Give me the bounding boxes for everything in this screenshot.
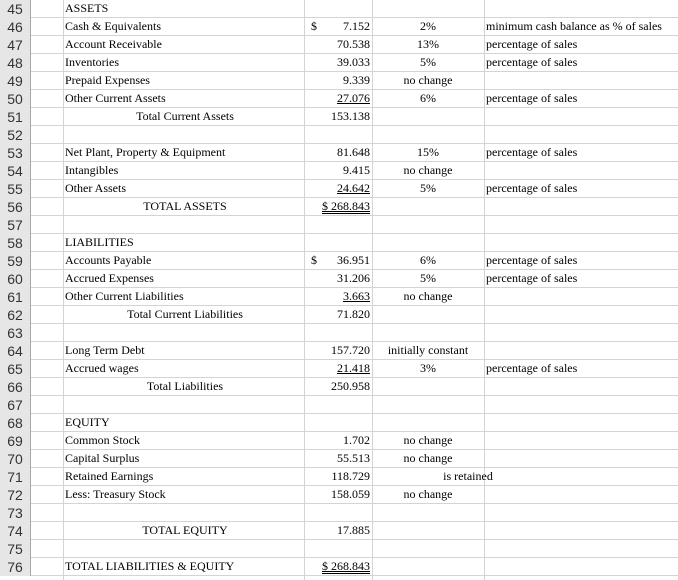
total-assets-value[interactable]: $ 268.843 [322,199,370,213]
row-63[interactable] [0,324,678,342]
ap-value[interactable]: 36.951 [337,253,370,267]
surplus-pct[interactable]: no change [403,451,453,465]
treasury-pct[interactable]: no change [403,487,453,501]
ltd-value[interactable]: 157.720 [331,343,370,357]
row-64[interactable] [0,342,678,360]
surplus-value[interactable]: 55.513 [337,451,370,465]
row-number[interactable]: 64 [0,342,31,360]
row-number[interactable]: 47 [0,36,31,54]
cash-note[interactable]: minimum cash balance as % of sales [486,19,662,33]
row-67[interactable] [0,396,678,414]
row-51[interactable] [0,108,678,126]
row-number[interactable]: 59 [0,252,31,270]
row-number[interactable]: 58 [0,234,31,252]
retained-value[interactable]: 118.729 [331,469,370,483]
row-49[interactable] [0,72,678,90]
cash-pct[interactable]: 2% [420,19,436,33]
ar-value[interactable]: 70.538 [337,37,370,51]
ar-note[interactable]: percentage of sales [486,37,578,51]
row-number[interactable]: 54 [0,162,31,180]
oca-note[interactable]: percentage of sales [486,91,578,105]
row-69[interactable] [0,432,678,450]
tcl-value[interactable]: 71.820 [337,307,370,321]
total-liabilities-label: Total Liabilities [146,379,224,393]
row-number[interactable]: 48 [0,54,31,72]
inv-note[interactable]: percentage of sales [486,55,578,69]
ar-pct[interactable]: 13% [417,37,439,51]
ppe-label: Net Plant, Property & Equipment [65,145,226,159]
common-stock-value[interactable]: 1.702 [343,433,370,447]
ltd-label: Long Term Debt [65,343,145,357]
row-58[interactable] [0,234,678,252]
ppe-value[interactable]: 81.648 [337,145,370,159]
ocl-pct[interactable]: no change [403,289,453,303]
row-75[interactable] [0,540,678,558]
surplus-label: Capital Surplus [65,451,140,465]
row-76[interactable] [0,558,678,576]
row-55[interactable] [0,180,678,198]
grand-total-label: TOTAL LIABILITIES & EQUITY [65,559,235,573]
row-number[interactable]: 65 [0,360,31,378]
ar-label: Account Receivable [65,37,162,51]
common-stock-pct[interactable]: no change [403,433,453,447]
row-47[interactable] [0,36,678,54]
assets-header: ASSETS [65,1,109,15]
cash-label: Cash & Equivalents [65,19,161,33]
row-50[interactable] [0,90,678,108]
retained-label: Retained Earnings [65,469,154,483]
prepaid-value[interactable]: 9.339 [343,73,370,87]
row-73[interactable] [0,504,678,522]
ap-dollar: $ [311,253,317,267]
row-62[interactable] [0,306,678,324]
cash-dollar: $ [311,19,317,33]
tcl-label: Total Current Liabilities [127,307,243,321]
wages-pct[interactable]: 3% [420,361,436,375]
total-assets-label: TOTAL ASSETS [143,199,227,213]
other-assets-note[interactable]: percentage of sales [486,181,578,195]
row-number[interactable]: 76 [0,558,31,576]
oca-pct[interactable]: 6% [420,91,436,105]
row-number[interactable]: 70 [0,450,31,468]
row-number[interactable]: 63 [0,324,31,342]
prepaid-pct[interactable]: no change [403,73,453,87]
row-number[interactable]: 74 [0,522,31,540]
oca-value[interactable]: 27.076 [337,91,370,105]
ap-label: Accounts Payable [65,253,152,267]
row-61[interactable] [0,288,678,306]
ap-pct[interactable]: 6% [420,253,436,267]
row-number[interactable]: 46 [0,18,31,36]
row-number[interactable]: 75 [0,540,31,558]
row-59[interactable] [0,252,678,270]
row-number[interactable]: 51 [0,108,31,126]
other-assets-pct[interactable]: 5% [420,181,436,195]
row-57[interactable] [0,216,678,234]
row-65[interactable] [0,360,678,378]
intang-value[interactable]: 9.415 [343,163,370,177]
row-number[interactable]: 49 [0,72,31,90]
prepaid-label: Prepaid Expenses [65,73,150,87]
total-equity-value[interactable]: 17.885 [337,523,370,537]
ltd-pct[interactable]: initially constant [387,343,469,357]
oca-label: Other Current Assets [65,91,166,105]
accrued-value[interactable]: 31.206 [337,271,370,285]
row-54[interactable] [0,162,678,180]
row-60[interactable] [0,270,678,288]
row-66[interactable] [0,378,678,396]
intang-pct[interactable]: no change [403,163,453,177]
common-stock-label: Common Stock [65,433,141,447]
wages-label: Accrued wages [65,361,139,375]
row-71[interactable] [0,468,678,486]
row-53[interactable] [0,144,678,162]
row-number[interactable]: 53 [0,144,31,162]
ocl-value[interactable]: 3.663 [343,289,370,303]
row-number[interactable]: 69 [0,432,31,450]
row-74[interactable] [0,522,678,540]
row-number[interactable]: 73 [0,504,31,522]
row-number[interactable]: 45 [0,0,31,18]
row-number[interactable]: 68 [0,414,31,432]
row-70[interactable] [0,450,678,468]
liabilities-header: LIABILITIES [65,235,134,249]
other-assets-label: Other Assets [65,181,126,195]
tca-value[interactable]: 153.138 [331,109,370,123]
row-48[interactable] [0,54,678,72]
row-56[interactable] [0,198,678,216]
ppe-note[interactable]: percentage of sales [486,145,578,159]
intang-label: Intangibles [65,163,119,177]
equity-header: EQUITY [65,415,110,429]
row-number[interactable]: 67 [0,396,31,414]
treasury-value[interactable]: 158.059 [331,487,370,501]
inv-pct[interactable]: 5% [420,55,436,69]
accrued-note[interactable]: percentage of sales [486,271,578,285]
total-liabilities-value[interactable]: 250.958 [331,379,370,393]
row-number[interactable]: 52 [0,126,31,144]
row-number[interactable]: 61 [0,288,31,306]
other-assets-value[interactable]: 24.642 [337,181,370,195]
row-45[interactable] [0,0,678,18]
wages-value[interactable]: 21.418 [337,361,370,375]
inv-value[interactable]: 39.033 [337,55,370,69]
row-number[interactable]: 50 [0,90,31,108]
wages-note[interactable]: percentage of sales [486,361,578,375]
cash-value[interactable]: 7.152 [343,19,370,33]
row-number[interactable]: 62 [0,306,31,324]
inv-label: Inventories [65,55,119,69]
row-number[interactable]: 56 [0,198,31,216]
grand-total-value[interactable]: $ 268.843 [322,559,370,573]
row-number[interactable]: 60 [0,270,31,288]
row-number[interactable]: 57 [0,216,31,234]
tca-label: Total Current Assets [136,109,234,123]
ocl-label: Other Current Liabilities [65,289,184,303]
row-number[interactable]: 71 [0,468,31,486]
row-number[interactable]: 66 [0,378,31,396]
row-72[interactable] [0,486,678,504]
retained-note[interactable]: is retained [443,469,493,483]
row-number[interactable]: 55 [0,180,31,198]
treasury-label: Less: Treasury Stock [65,487,166,501]
accrued-label: Accrued Expenses [65,271,154,285]
row-52[interactable] [0,126,678,144]
accrued-pct[interactable]: 5% [420,271,436,285]
row-68[interactable] [0,414,678,432]
total-equity-label: TOTAL EQUITY [142,523,228,537]
ap-note[interactable]: percentage of sales [486,253,578,267]
ppe-pct[interactable]: 15% [417,145,439,159]
row-46[interactable] [0,18,678,36]
row-number[interactable]: 72 [0,486,31,504]
